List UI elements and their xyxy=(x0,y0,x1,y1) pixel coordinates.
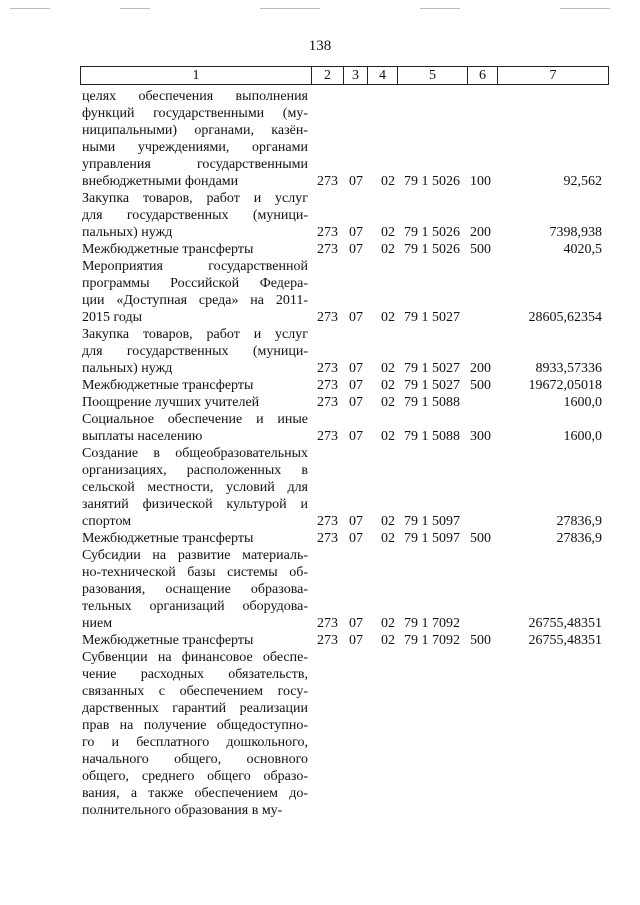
description-line: начального общего, основного xyxy=(82,752,308,767)
table-row xyxy=(0,411,640,445)
scan-artifact xyxy=(420,8,460,9)
cell-amount: 92,562 xyxy=(563,174,602,189)
cell-amount: 4020,5 xyxy=(563,242,602,257)
cell-amount: 7398,938 xyxy=(549,225,602,240)
table-row xyxy=(0,88,640,190)
cell-code-subsection: 02 xyxy=(381,174,395,189)
cell-code-section: 07 xyxy=(349,616,363,631)
description-line: полнительного образования в му- xyxy=(82,803,283,818)
description-line: Межбюджетные трансферты xyxy=(82,378,254,393)
scan-artifact xyxy=(10,8,50,9)
scan-artifact xyxy=(120,8,150,9)
description-line: ниципальными) органами, казён- xyxy=(82,123,308,138)
cell-code-target: 79 1 5026 xyxy=(404,242,460,257)
cell-code-subsection: 02 xyxy=(381,310,395,325)
cell-amount: 27836,9 xyxy=(556,531,602,546)
cell-code-subsection: 02 xyxy=(381,242,395,257)
description-line: Мероприятия государственной xyxy=(82,259,308,274)
cell-code-expense-type: 500 xyxy=(470,531,491,546)
cell-amount: 26755,48351 xyxy=(528,616,602,631)
cell-code-section: 07 xyxy=(349,225,363,240)
description-line: разования, оснащение образова- xyxy=(82,582,308,597)
scan-artifact xyxy=(560,8,610,9)
cell-amount: 19672,05018 xyxy=(528,378,602,393)
description-line: сельской местности, условий для xyxy=(82,480,308,495)
cell-code-admin: 273 xyxy=(317,531,338,546)
cell-amount: 1600,0 xyxy=(563,395,602,410)
cell-code-section: 07 xyxy=(349,531,363,546)
description-line: управления государственными xyxy=(82,157,308,172)
table-row xyxy=(0,258,640,326)
description-line: тельных организаций оборудова- xyxy=(82,599,308,614)
table-row xyxy=(0,326,640,377)
cell-code-expense-type: 500 xyxy=(470,378,491,393)
description-line: Поощрение лучших учителей xyxy=(82,395,260,410)
description-line: чение расходных обязательств, xyxy=(82,667,308,682)
table-row xyxy=(0,241,640,258)
cell-code-admin: 273 xyxy=(317,378,338,393)
cell-code-target: 79 1 7092 xyxy=(404,616,460,631)
header-col-6: 6 xyxy=(467,66,498,85)
cell-code-target: 79 1 5026 xyxy=(404,174,460,189)
description-line: целях обеспечения выполнения xyxy=(82,89,308,104)
row-description xyxy=(82,377,308,394)
cell-code-subsection: 02 xyxy=(381,633,395,648)
cell-code-subsection: 02 xyxy=(381,531,395,546)
cell-code-target: 79 1 5097 xyxy=(404,514,460,529)
cell-code-section: 07 xyxy=(349,514,363,529)
scan-artifact xyxy=(260,8,320,9)
cell-code-admin: 273 xyxy=(317,429,338,444)
cell-code-subsection: 02 xyxy=(381,514,395,529)
table-row xyxy=(0,377,640,394)
cell-amount: 1600,0 xyxy=(563,429,602,444)
cell-amount: 28605,62354 xyxy=(528,310,602,325)
cell-code-admin: 273 xyxy=(317,633,338,648)
cell-code-section: 07 xyxy=(349,310,363,325)
cell-code-section: 07 xyxy=(349,242,363,257)
cell-amount: 8933,57336 xyxy=(535,361,602,376)
cell-code-expense-type: 200 xyxy=(470,225,491,240)
cell-code-admin: 273 xyxy=(317,225,338,240)
row-description xyxy=(82,445,308,530)
description-line: Субвенции на финансовое обеспе- xyxy=(82,650,308,665)
description-line: для государственных (муници- xyxy=(82,208,308,223)
cell-code-target: 79 1 5088 xyxy=(404,395,460,410)
cell-code-expense-type: 500 xyxy=(470,242,491,257)
description-line: связанных с обеспечением госу- xyxy=(82,684,308,699)
cell-code-admin: 273 xyxy=(317,616,338,631)
row-description xyxy=(82,258,308,326)
cell-code-admin: 273 xyxy=(317,174,338,189)
cell-code-subsection: 02 xyxy=(381,225,395,240)
cell-code-section: 07 xyxy=(349,174,363,189)
description-line: Межбюджетные трансферты xyxy=(82,242,254,257)
cell-code-expense-type: 500 xyxy=(470,633,491,648)
description-line: пальных) нужд xyxy=(82,361,173,376)
cell-code-target: 79 1 5027 xyxy=(404,361,460,376)
row-description xyxy=(82,649,308,819)
description-line: организациях, расположенных в xyxy=(82,463,308,478)
cell-code-section: 07 xyxy=(349,378,363,393)
description-line: Закупка товаров, работ и услуг xyxy=(82,191,308,206)
header-col-1: 1 xyxy=(80,66,312,85)
description-line: вания, а также обеспечением до- xyxy=(82,786,308,801)
cell-code-section: 07 xyxy=(349,633,363,648)
description-line: занятий физической культурой и xyxy=(82,497,308,512)
description-line: нием xyxy=(82,616,113,631)
cell-code-section: 07 xyxy=(349,429,363,444)
cell-code-expense-type: 300 xyxy=(470,429,491,444)
cell-code-expense-type: 100 xyxy=(470,174,491,189)
cell-code-target: 79 1 5088 xyxy=(404,429,460,444)
cell-code-subsection: 02 xyxy=(381,429,395,444)
row-description xyxy=(82,241,308,258)
row-description xyxy=(82,394,308,411)
cell-code-admin: 273 xyxy=(317,361,338,376)
description-line: общего, среднего общего образо- xyxy=(82,769,308,784)
header-col-7: 7 xyxy=(497,66,609,85)
cell-code-target: 79 1 5027 xyxy=(404,310,460,325)
description-line: программы Российской Федера- xyxy=(82,276,308,291)
row-description xyxy=(82,632,308,649)
description-line: но-технической базы системы об- xyxy=(82,565,308,580)
row-description xyxy=(82,411,308,445)
header-col-4: 4 xyxy=(367,66,398,85)
description-line: прав на получение общедоступно- xyxy=(82,718,308,733)
row-description xyxy=(82,547,308,632)
description-line: спортом xyxy=(82,514,132,529)
description-line: Межбюджетные трансферты xyxy=(82,633,254,648)
description-line: внебюджетными фондами xyxy=(82,174,239,189)
description-line: 2015 годы xyxy=(82,310,143,325)
description-line: го и бесплатного дошкольного, xyxy=(82,735,308,750)
cell-amount: 26755,48351 xyxy=(528,633,602,648)
description-line: Социальное обеспечение и иные xyxy=(82,412,308,427)
cell-code-target: 79 1 7092 xyxy=(404,633,460,648)
cell-code-target: 79 1 5026 xyxy=(404,225,460,240)
table-row xyxy=(0,530,640,547)
row-description xyxy=(82,326,308,377)
cell-code-admin: 273 xyxy=(317,514,338,529)
description-line: Закупка товаров, работ и услуг xyxy=(82,327,308,342)
description-line: пальных) нужд xyxy=(82,225,173,240)
description-line: ции «Доступная среда» на 2011- xyxy=(82,293,308,308)
table-row xyxy=(0,445,640,530)
row-description xyxy=(82,530,308,547)
cell-amount: 27836,9 xyxy=(556,514,602,529)
row-description xyxy=(82,190,308,241)
description-line: функций государственными (му- xyxy=(82,106,308,121)
cell-code-admin: 273 xyxy=(317,395,338,410)
header-col-2: 2 xyxy=(311,66,344,85)
header-col-5: 5 xyxy=(397,66,468,85)
description-line: для государственных (муници- xyxy=(82,344,308,359)
cell-code-admin: 273 xyxy=(317,242,338,257)
row-description xyxy=(82,88,308,190)
description-line: Межбюджетные трансферты xyxy=(82,531,254,546)
cell-code-section: 07 xyxy=(349,395,363,410)
description-line: дарственных гарантий реализации xyxy=(82,701,308,716)
cell-code-target: 79 1 5027 xyxy=(404,378,460,393)
cell-code-subsection: 02 xyxy=(381,395,395,410)
cell-code-subsection: 02 xyxy=(381,378,395,393)
description-line: Субсидии на развитие материаль- xyxy=(82,548,308,563)
table-row xyxy=(0,394,640,411)
cell-code-subsection: 02 xyxy=(381,616,395,631)
table-row xyxy=(0,190,640,241)
description-line: выплаты населению xyxy=(82,429,203,444)
cell-code-admin: 273 xyxy=(317,310,338,325)
description-line: Создание в общеобразовательных xyxy=(82,446,308,461)
cell-code-target: 79 1 5097 xyxy=(404,531,460,546)
header-col-3: 3 xyxy=(343,66,368,85)
page-number: 138 xyxy=(308,38,332,54)
table-row xyxy=(0,632,640,649)
description-line: ными учреждениями, органами xyxy=(82,140,308,155)
cell-code-subsection: 02 xyxy=(381,361,395,376)
cell-code-expense-type: 200 xyxy=(470,361,491,376)
table-row xyxy=(0,649,640,819)
cell-code-section: 07 xyxy=(349,361,363,376)
table-row xyxy=(0,547,640,632)
